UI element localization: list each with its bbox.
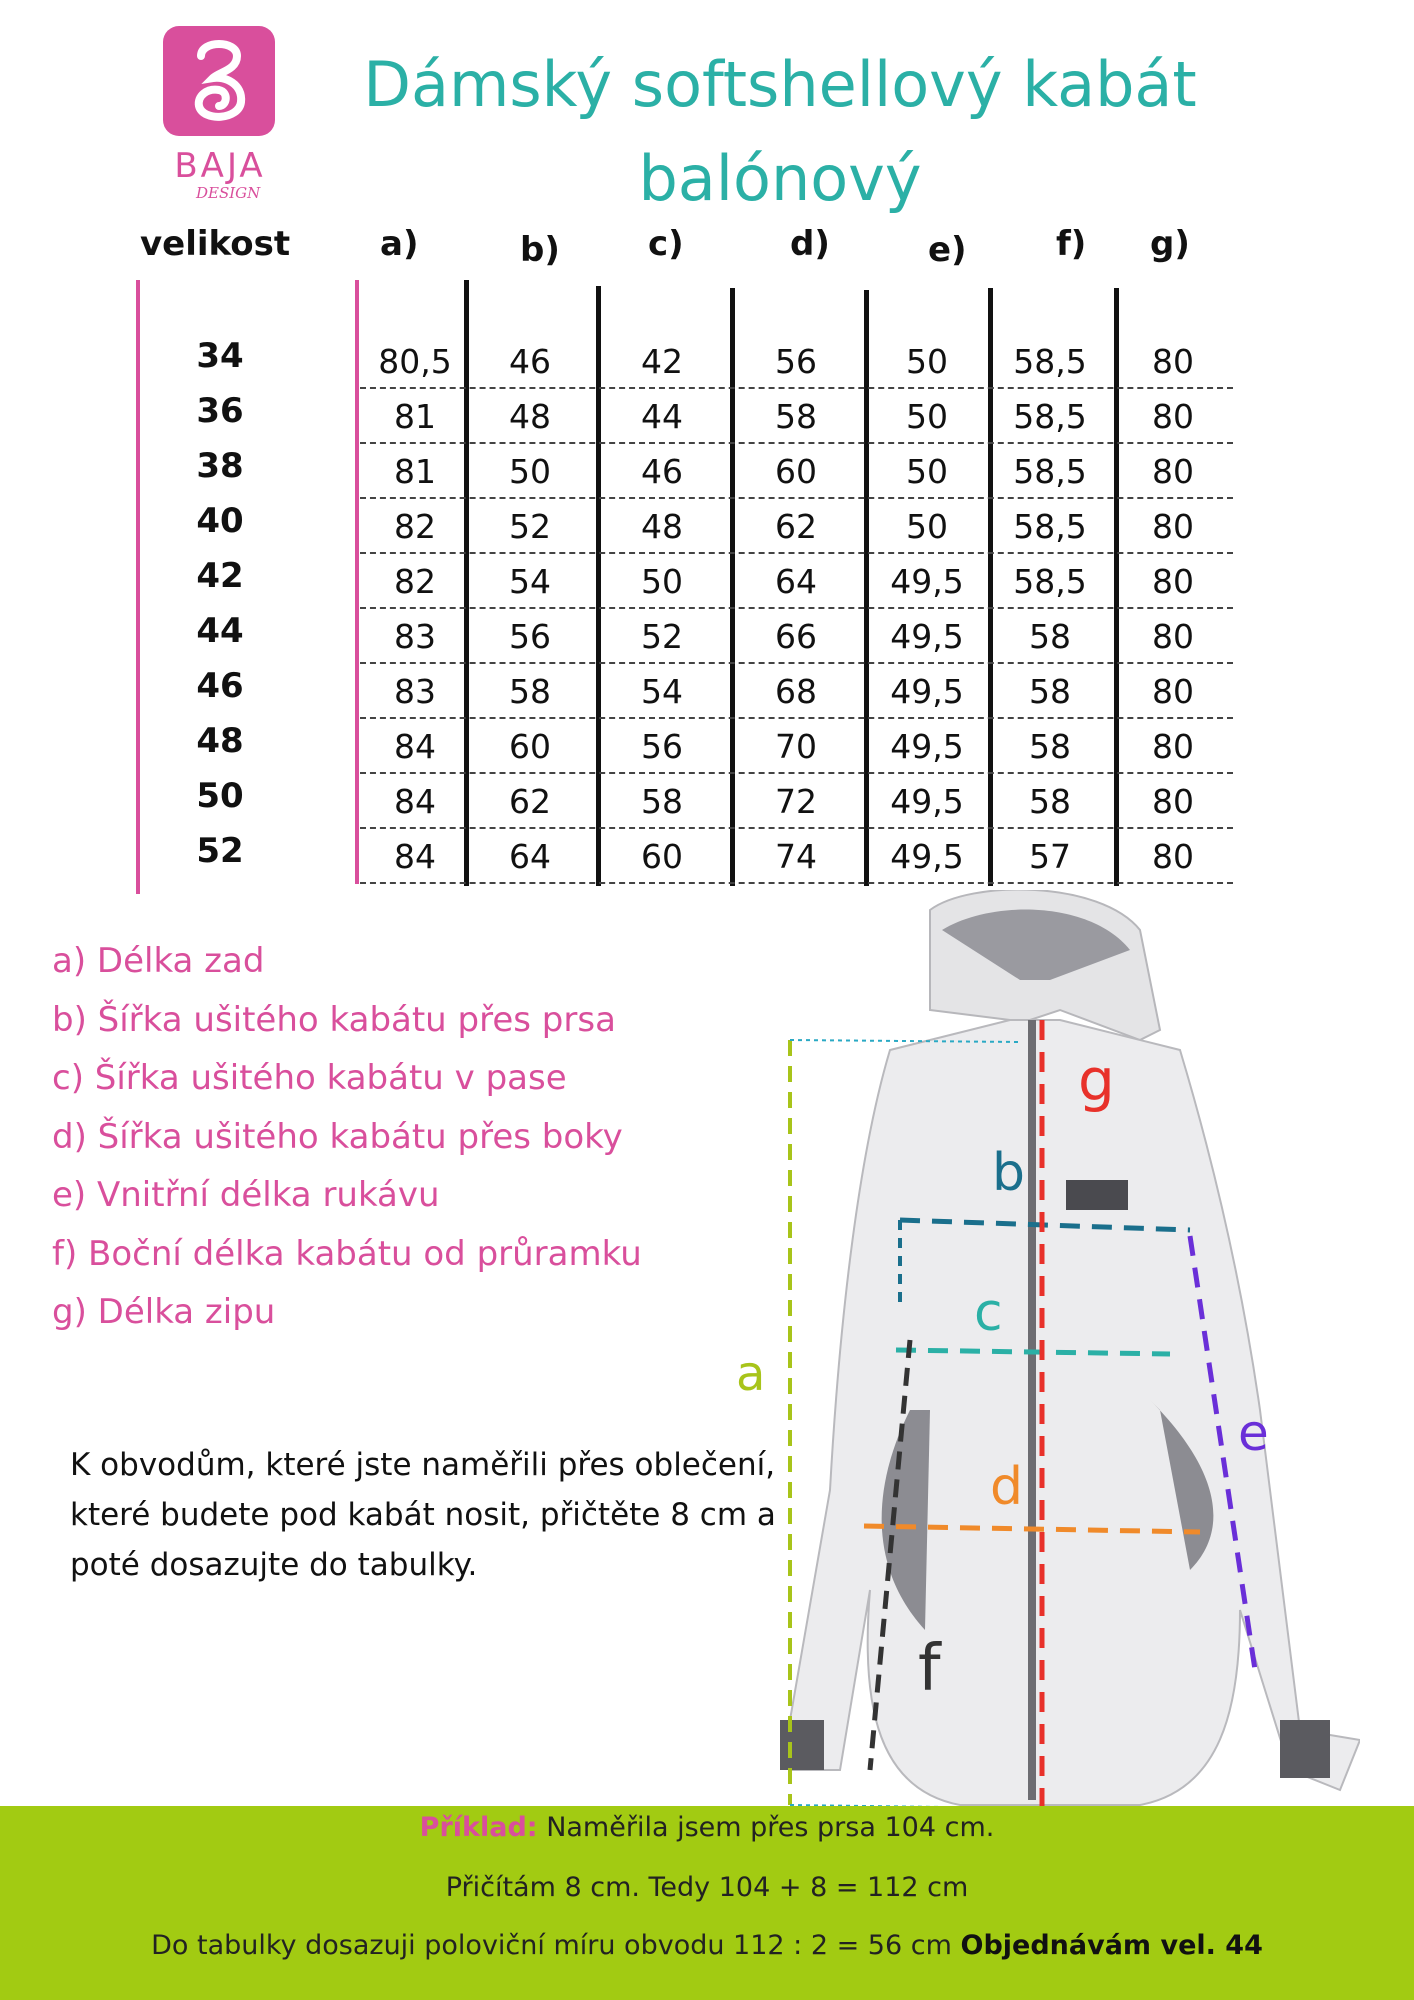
table-cell: 54 <box>509 562 551 601</box>
example-line-3 <box>0 1930 1414 1961</box>
column-divider <box>988 288 993 886</box>
row-divider <box>360 827 1233 829</box>
table-left-line <box>355 280 359 884</box>
table-cell: 62 <box>509 782 551 821</box>
table-cell: 49,5 <box>890 562 964 601</box>
table-cell: 84 <box>394 837 436 876</box>
table-cell: 58,5 <box>1013 342 1087 381</box>
size-label: 50 <box>196 776 244 816</box>
table-cell: 60 <box>775 452 817 491</box>
table-cell: 68 <box>775 672 817 711</box>
size-column-line <box>136 280 140 894</box>
table-cell: 81 <box>394 397 436 436</box>
row-divider <box>360 552 1233 554</box>
column-divider <box>864 290 869 886</box>
table-cell: 80 <box>1152 617 1194 656</box>
table-cell: 81 <box>394 452 436 491</box>
table-cell: 58 <box>1029 617 1071 656</box>
table-cell: 58 <box>509 672 551 711</box>
legend-item-c: c) Šířka ušitého kabátu v pase <box>52 1058 567 1098</box>
table-cell: 58,5 <box>1013 397 1087 436</box>
table-cell: 57 <box>1029 837 1071 876</box>
page-title: Dámský softshellový kabát balónový <box>363 48 1197 215</box>
size-label: 40 <box>196 501 244 541</box>
size-label: 42 <box>196 556 244 596</box>
table-cell: 52 <box>641 617 683 656</box>
table-cell: 60 <box>641 837 683 876</box>
table-cell: 72 <box>775 782 817 821</box>
table-cell: 58 <box>1029 727 1071 766</box>
table-cell: 50 <box>509 452 551 491</box>
col-header-a: a) <box>380 224 419 264</box>
table-cell: 54 <box>641 672 683 711</box>
size-label: 34 <box>196 336 244 376</box>
table-cell: 60 <box>509 727 551 766</box>
brand-name: BAJA <box>174 146 266 186</box>
table-cell: 49,5 <box>890 782 964 821</box>
label-d: d <box>990 1457 1024 1517</box>
size-label: 44 <box>196 611 244 651</box>
size-label: 38 <box>196 446 244 486</box>
table-cell: 58 <box>775 397 817 436</box>
table-cell: 83 <box>394 617 436 656</box>
table-cell: 50 <box>906 452 948 491</box>
table-cell: 48 <box>509 397 551 436</box>
brand-logo <box>163 26 275 136</box>
logo-mark-icon <box>163 26 275 136</box>
legend-item-f: f) Boční délka kabátu od průramku <box>52 1233 642 1274</box>
example-line-2: Přičítám 8 cm. Tedy 104 + 8 = 112 cm <box>445 1872 969 1903</box>
row-divider <box>360 607 1233 609</box>
column-divider <box>596 286 601 886</box>
row-divider <box>360 442 1233 444</box>
table-cell: 80 <box>1152 562 1194 601</box>
table-cell: 80 <box>1152 782 1194 821</box>
label-g: g <box>1078 1046 1115 1114</box>
label-c: c <box>974 1283 1003 1343</box>
table-cell: 80 <box>1152 837 1194 876</box>
table-cell: 58,5 <box>1013 562 1087 601</box>
table-cell: 50 <box>641 562 683 601</box>
size-label: 46 <box>196 666 244 706</box>
row-divider <box>360 497 1233 499</box>
table-cell: 64 <box>775 562 817 601</box>
table-cell: 49,5 <box>890 672 964 711</box>
table-cell: 74 <box>775 837 817 876</box>
table-cell: 49,5 <box>890 727 964 766</box>
example-label: Příklad: <box>419 1812 538 1843</box>
label-a: a <box>736 1346 766 1402</box>
table-cell: 50 <box>906 397 948 436</box>
table-cell: 49,5 <box>890 837 964 876</box>
table-cell: 46 <box>641 452 683 491</box>
table-cell: 52 <box>509 507 551 546</box>
table-cell: 82 <box>394 562 436 601</box>
column-divider <box>730 288 735 886</box>
label-b: b <box>992 1143 1026 1203</box>
table-cell: 56 <box>641 727 683 766</box>
table-cell: 66 <box>775 617 817 656</box>
table-cell: 83 <box>394 672 436 711</box>
table-cell: 46 <box>509 342 551 381</box>
size-label: 48 <box>196 721 244 761</box>
table-cell: 80 <box>1152 507 1194 546</box>
row-divider <box>360 717 1233 719</box>
label-f: f <box>918 1632 941 1706</box>
size-label: 36 <box>196 391 244 431</box>
table-cell: 82 <box>394 507 436 546</box>
order-size: Objednávám vel. 44 <box>960 1930 1263 1961</box>
row-divider <box>360 662 1233 664</box>
table-cell: 56 <box>509 617 551 656</box>
table-cell: 80 <box>1152 672 1194 711</box>
table-cell: 58 <box>641 782 683 821</box>
row-divider <box>360 882 1233 884</box>
legend-item-a: a) Délka zad <box>52 941 265 981</box>
size-label: 52 <box>196 831 244 871</box>
coat-diagram <box>720 890 1360 1820</box>
measurement-note: K obvodům, které jste naměřili přes oblečení, které budete pod kabát nosit, přičtěte 8 cm a poté dosazujte do tabulky. <box>70 1447 776 1583</box>
table-cell: 84 <box>394 727 436 766</box>
table-cell: 70 <box>775 727 817 766</box>
example-banner <box>0 1806 1414 2000</box>
table-cell: 80,5 <box>378 342 452 381</box>
legend-item-b: b) Šířka ušitého kabátu přes prsa <box>52 999 616 1040</box>
example-text-3: Do tabulky dosazuji poloviční míru obvodu 112 : 2 = 56 cm <box>151 1930 952 1961</box>
row-divider <box>360 387 1233 389</box>
table-cell: 49,5 <box>890 617 964 656</box>
table-cell: 58 <box>1029 782 1071 821</box>
table-cell: 44 <box>641 397 683 436</box>
table-cell: 80 <box>1152 452 1194 491</box>
table-cell: 80 <box>1152 397 1194 436</box>
table-cell: 58 <box>1029 672 1071 711</box>
table-cell: 48 <box>641 507 683 546</box>
table-cell: 42 <box>641 342 683 381</box>
table-cell: 56 <box>775 342 817 381</box>
table-cell: 64 <box>509 837 551 876</box>
col-header-c: c) <box>648 224 684 264</box>
size-header: velikost <box>140 224 291 264</box>
example-line-1 <box>0 1812 1414 1843</box>
brand-subtitle: DESIGN <box>196 184 261 202</box>
row-divider <box>360 772 1233 774</box>
table-cell: 50 <box>906 507 948 546</box>
legend-item-e: e) Vnitřní délka rukávu <box>52 1175 440 1215</box>
table-cell: 80 <box>1152 342 1194 381</box>
col-header-g: g) <box>1150 224 1190 264</box>
col-header-f: f) <box>1056 224 1087 264</box>
legend-item-d: d) Šířka ušitého kabátu přes boky <box>52 1116 623 1157</box>
col-header-b: b) <box>520 230 560 270</box>
col-header-e: e) <box>928 230 967 270</box>
legend-item-g: g) Délka zipu <box>52 1292 276 1332</box>
example-text-1: Naměřila jsem přes prsa 104 cm. <box>546 1812 995 1843</box>
label-e: e <box>1238 1404 1269 1462</box>
table-cell: 50 <box>906 342 948 381</box>
table-cell: 80 <box>1152 727 1194 766</box>
table-cell: 58,5 <box>1013 452 1087 491</box>
table-cell: 84 <box>394 782 436 821</box>
table-cell: 58,5 <box>1013 507 1087 546</box>
measurement-legend <box>52 932 642 1342</box>
col-header-d: d) <box>790 224 830 264</box>
table-cell: 62 <box>775 507 817 546</box>
